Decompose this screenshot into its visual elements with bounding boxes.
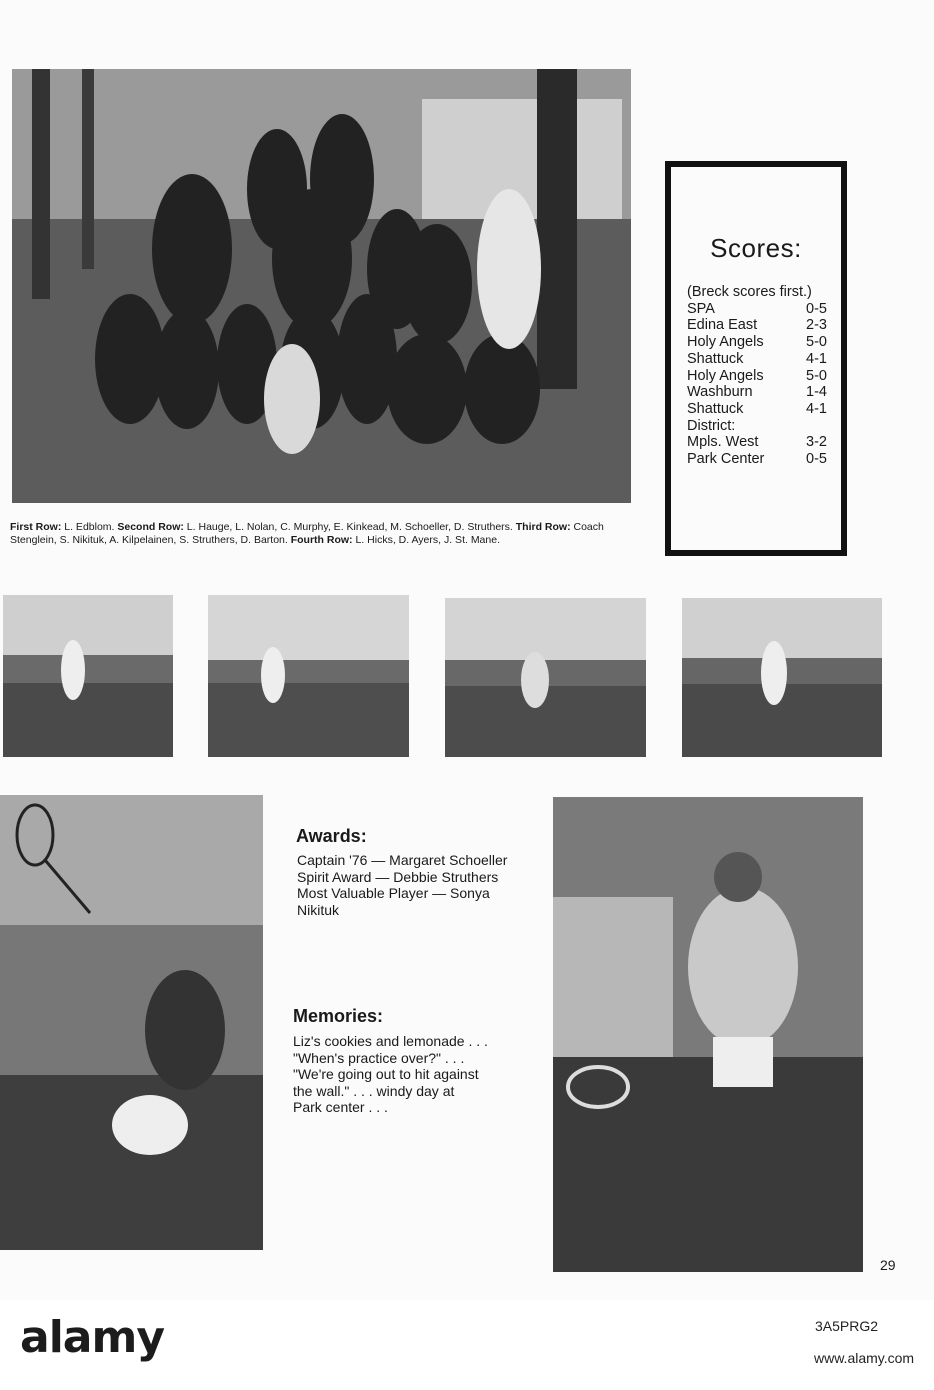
scores-list bbox=[687, 284, 827, 468]
award-line: Nikituk bbox=[297, 901, 340, 918]
image-id: 3A5PRG2 bbox=[815, 1318, 879, 1334]
score-row bbox=[687, 401, 827, 418]
score-team: SPA bbox=[687, 300, 715, 317]
memory-line: the wall." . . . windy day at bbox=[293, 1082, 455, 1099]
team-photo-caption bbox=[10, 521, 632, 547]
memories-list bbox=[293, 1033, 518, 1116]
score-team: Mpls. West bbox=[687, 434, 759, 451]
score-team: Holy Angels bbox=[687, 334, 764, 351]
tennis-photo-3 bbox=[445, 598, 646, 757]
award-line: Most Valuable Player — Sonya bbox=[297, 885, 490, 901]
score-value: 4-1 bbox=[806, 350, 827, 367]
memories-heading: Memories: bbox=[293, 1006, 384, 1026]
score-row bbox=[687, 351, 827, 368]
scores-panel bbox=[671, 167, 841, 550]
memory-line: Park center . . . bbox=[293, 1099, 388, 1115]
forehand-photo bbox=[553, 797, 863, 1272]
score-value: 1-4 bbox=[806, 384, 827, 401]
second-row-label: Second Row: bbox=[117, 521, 184, 533]
page-number: 29 bbox=[880, 1257, 896, 1273]
score-value: 5-0 bbox=[806, 334, 827, 351]
alamy-logo: alamy bbox=[20, 1312, 164, 1363]
fourth-row-names: L. Hicks, D. Ayers, J. St. Mane. bbox=[352, 534, 500, 546]
score-row bbox=[687, 384, 827, 401]
fourth-row-label: Fourth Row: bbox=[290, 534, 353, 546]
first-row-label: First Row: bbox=[10, 521, 62, 533]
scores-box bbox=[665, 161, 847, 556]
score-team: Shattuck bbox=[687, 350, 744, 367]
score-value: 0-5 bbox=[806, 451, 827, 468]
tennis-photo-1 bbox=[3, 595, 173, 757]
memory-line: "We're going out to hit against bbox=[293, 1066, 479, 1082]
serve-photo bbox=[0, 795, 263, 1250]
district-label: District: bbox=[687, 417, 736, 434]
score-value: 2-3 bbox=[806, 317, 827, 334]
tennis-photo-2 bbox=[208, 595, 409, 757]
memory-line: Liz's cookies and lemonade . . . bbox=[293, 1033, 488, 1049]
score-value: 3-2 bbox=[806, 434, 827, 451]
score-row bbox=[687, 451, 827, 468]
score-team: Washburn bbox=[687, 384, 753, 401]
award-line: Captain '76 — Margaret Schoeller bbox=[297, 852, 508, 868]
tennis-photo-4 bbox=[682, 598, 882, 757]
team-photo bbox=[12, 69, 631, 503]
third-row-names: Coach Stenglein, S. Nikituk, A. Kilpelainen, S. Struthers, D. Barton. bbox=[10, 521, 604, 546]
score-row bbox=[687, 434, 827, 451]
score-row bbox=[687, 317, 827, 334]
scores-note: (Breck scores first.) bbox=[687, 284, 812, 300]
score-team: Edina East bbox=[687, 317, 758, 334]
score-value: 5-0 bbox=[806, 367, 827, 384]
score-row bbox=[687, 368, 827, 385]
third-row-label: Third Row: bbox=[515, 521, 571, 533]
second-row-names: L. Hauge, L. Nolan, C. Murphy, E. Kinkead, M. Schoeller, D. Struthers. bbox=[183, 521, 516, 533]
score-row bbox=[687, 334, 827, 351]
footer-url: www.alamy.com bbox=[814, 1350, 915, 1366]
awards-heading: Awards: bbox=[296, 826, 367, 846]
awards-list bbox=[297, 852, 552, 918]
score-value: 0-5 bbox=[806, 300, 827, 317]
score-team: Park Center bbox=[687, 451, 765, 468]
award-line: Spirit Award — Debbie Struthers bbox=[297, 868, 499, 885]
score-team: Shattuck bbox=[687, 400, 744, 417]
first-row-names: L. Edblom. bbox=[61, 521, 118, 533]
memory-line: "When's practice over?" . . . bbox=[293, 1049, 465, 1066]
scores-title: Scores: bbox=[710, 233, 802, 263]
score-team: Holy Angels bbox=[687, 367, 764, 384]
score-value: 4-1 bbox=[806, 400, 827, 417]
score-row bbox=[687, 301, 827, 318]
